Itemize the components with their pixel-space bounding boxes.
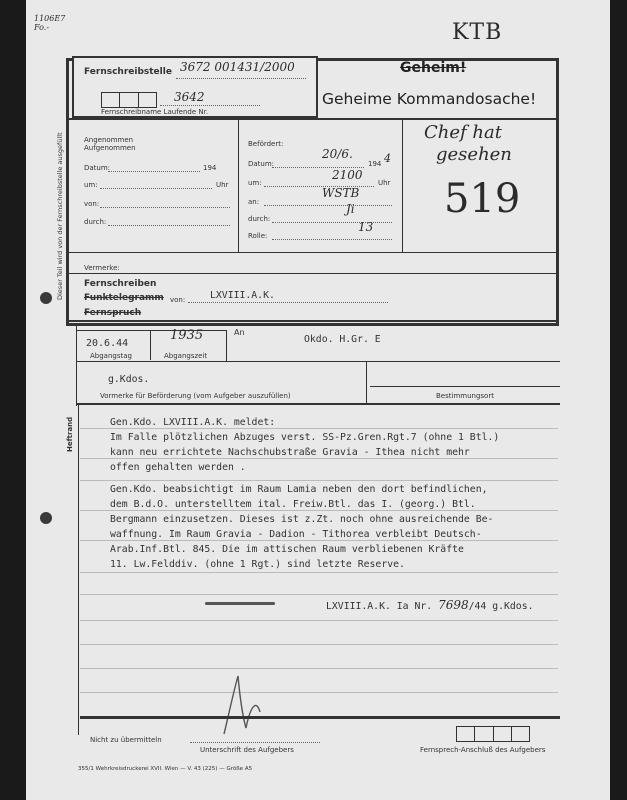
von-label: von: <box>84 200 100 208</box>
side-instruction: Dieser Teil wird von der Fernschreibstelle ausgefüllt <box>56 132 64 300</box>
year-label: 194 <box>368 160 382 168</box>
vermerke-label: Vermerke: <box>84 264 120 272</box>
divider <box>370 386 560 387</box>
vermerke-befoerderung-label: Vormerke für Beförderung (vom Aufgeber auszufüllen) <box>100 392 291 400</box>
message-line: 11. Lw.Felddiv. (ohne 1 Rgt.) sind letzte Reserve. <box>110 559 405 570</box>
chef-note-number: 519 <box>444 176 521 222</box>
unterschrift-label: Unterschrift des Aufgebers <box>200 746 294 754</box>
rolle-label: Rolle: <box>248 232 268 240</box>
ktb-note: KTB <box>452 20 503 45</box>
message-line: Arab.Inf.Btl. 845. Die im attischen Raum verbliebenen Kräfte <box>110 544 464 555</box>
divider <box>69 273 557 274</box>
message-line: Gen.Kdo. beabsichtigt im Raum Lamia neben den dort befindlichen, <box>110 484 488 495</box>
dotted-line <box>188 302 388 303</box>
datum-label: Datum: <box>84 164 111 172</box>
abgangszeit-value: 1935 <box>170 328 204 343</box>
fernspruch-label: Fernspruch <box>84 308 142 318</box>
nicht-uebermitteln-label: Nicht zu übermitteln <box>90 736 162 744</box>
angenommen-title: Angenommen <box>84 136 134 144</box>
reference-suffix: /44 g.Kdos. <box>468 601 534 612</box>
kommandosache-label: Geheime Kommandosache! <box>322 90 537 108</box>
message-line: offen gehalten werden . <box>110 462 246 473</box>
an-value: Okdo. H.Gr. E <box>304 334 381 345</box>
dotted-line <box>160 105 260 106</box>
message-line: Gen.Kdo. LXVIII.A.K. meldet: <box>110 417 276 428</box>
signature-scribble <box>214 668 274 738</box>
divider <box>69 118 557 120</box>
lfd-label: Fernschreibname Laufende Nr. <box>101 108 209 116</box>
befoerdert-title: Befördert: <box>248 140 284 148</box>
dotted-line <box>100 207 230 208</box>
corner-note <box>34 14 65 32</box>
dotted-line <box>190 742 320 743</box>
um-label: um: <box>248 179 262 187</box>
durch-label: durch: <box>248 215 271 223</box>
befoerdert-year-hw: 4 <box>384 152 391 165</box>
um-label: um: <box>84 181 98 189</box>
punch-hole <box>40 292 52 304</box>
divider <box>150 330 151 360</box>
chef-hat-gesehen-note <box>424 122 512 166</box>
an-label: An <box>234 328 245 337</box>
divider <box>76 361 560 362</box>
aufgenommen-title: Aufgenommen <box>84 144 136 152</box>
befoerdert-um-value: 2100 <box>332 168 363 182</box>
reference-text: LXVIII.A.K. Ia Nr. <box>326 601 433 612</box>
reference-number: 7698 <box>438 598 469 612</box>
reference-line <box>326 598 534 612</box>
befoerdert-an-value: WSTB <box>322 186 360 200</box>
funktelegramm-label: Funktelegramm <box>84 293 164 303</box>
printer-imprint: 355/1 Wehrkreisdruckerei XVII. Wien — V. 43 (225) — Größe A5 <box>78 766 253 772</box>
bestimmungsort-label: Bestimmungsort <box>436 392 494 400</box>
fernschreiben-label: Fernschreiben <box>84 279 157 289</box>
datum-label: Datum: <box>248 160 275 168</box>
durch-label: durch: <box>84 218 107 226</box>
uhr-label: Uhr <box>378 179 391 187</box>
dotted-line <box>272 239 392 240</box>
fernsprech-label: Fernsprech-Anschluß des Aufgebers <box>420 746 546 754</box>
fernschreibstelle-value: 3672 001431/2000 <box>180 60 295 74</box>
type-von-value: LXVIII.A.K. <box>210 290 275 301</box>
dotted-line <box>108 225 230 226</box>
fernsprech-boxes <box>456 726 530 742</box>
befoerdert-datum-value: 20/6. <box>322 147 353 161</box>
divider <box>238 120 239 252</box>
gkdos-label: g.Kdos. <box>108 374 150 385</box>
lfd-boxes <box>101 92 157 108</box>
left-margin-line <box>78 405 79 735</box>
message-line: waffnung. Im Raum Gravia - Dadion - Tithorea verbleibt Deutsch- <box>110 529 482 540</box>
divider <box>366 361 367 403</box>
fernschreibstelle-label: Fernschreibstelle <box>84 67 172 77</box>
dotted-line <box>100 188 212 189</box>
lfd-value: 3642 <box>174 90 205 104</box>
message-line: kann neu errichtete Nachschubstraße Gravia - Ithea nicht mehr <box>110 447 470 458</box>
note-line: gesehen <box>436 144 512 165</box>
divider <box>66 320 559 322</box>
abgangstag-value: 20.6.44 <box>86 338 129 349</box>
dotted-line <box>108 171 200 172</box>
befoerdert-durch-value: Ji <box>346 202 355 216</box>
message-line: Bergmann einzusetzen. Dieses ist z.Zt. noch ohne ausreichende Be- <box>110 514 494 525</box>
uhr-label: Uhr <box>216 181 229 189</box>
year-label: 194 <box>203 164 217 172</box>
divider <box>402 120 403 252</box>
heftrand-label: Heftrand <box>66 416 74 452</box>
footer-divider <box>80 716 560 719</box>
punch-hole <box>40 512 52 524</box>
corner-note-line: 1106E7 <box>34 14 66 23</box>
abgangstag-label: Abgangstag <box>90 352 132 360</box>
message-line: dem B.d.O. unterstelltem ital. Freiw.Btl. das I. (georg.) Btl. <box>110 499 476 510</box>
befoerdert-rolle-value: 13 <box>358 220 374 234</box>
divider <box>76 403 560 405</box>
type-von-label: von: <box>170 296 186 304</box>
divider <box>69 252 557 253</box>
dotted-line <box>264 205 392 206</box>
geheim-label: Geheim! <box>400 60 467 76</box>
ink-smudge <box>205 602 275 605</box>
message-line: Im Falle plötzlichen Abzuges verst. SS-Pz.Gren.Rgt.7 (ohne 1 Btl.) <box>110 432 500 443</box>
dotted-line <box>272 222 392 223</box>
abgangszeit-label: Abgangszeit <box>164 352 208 360</box>
an-label: an: <box>248 198 260 206</box>
corner-note-line: Fo.- <box>34 23 50 32</box>
dotted-line <box>176 78 306 79</box>
note-line: Chef hat <box>424 122 502 143</box>
